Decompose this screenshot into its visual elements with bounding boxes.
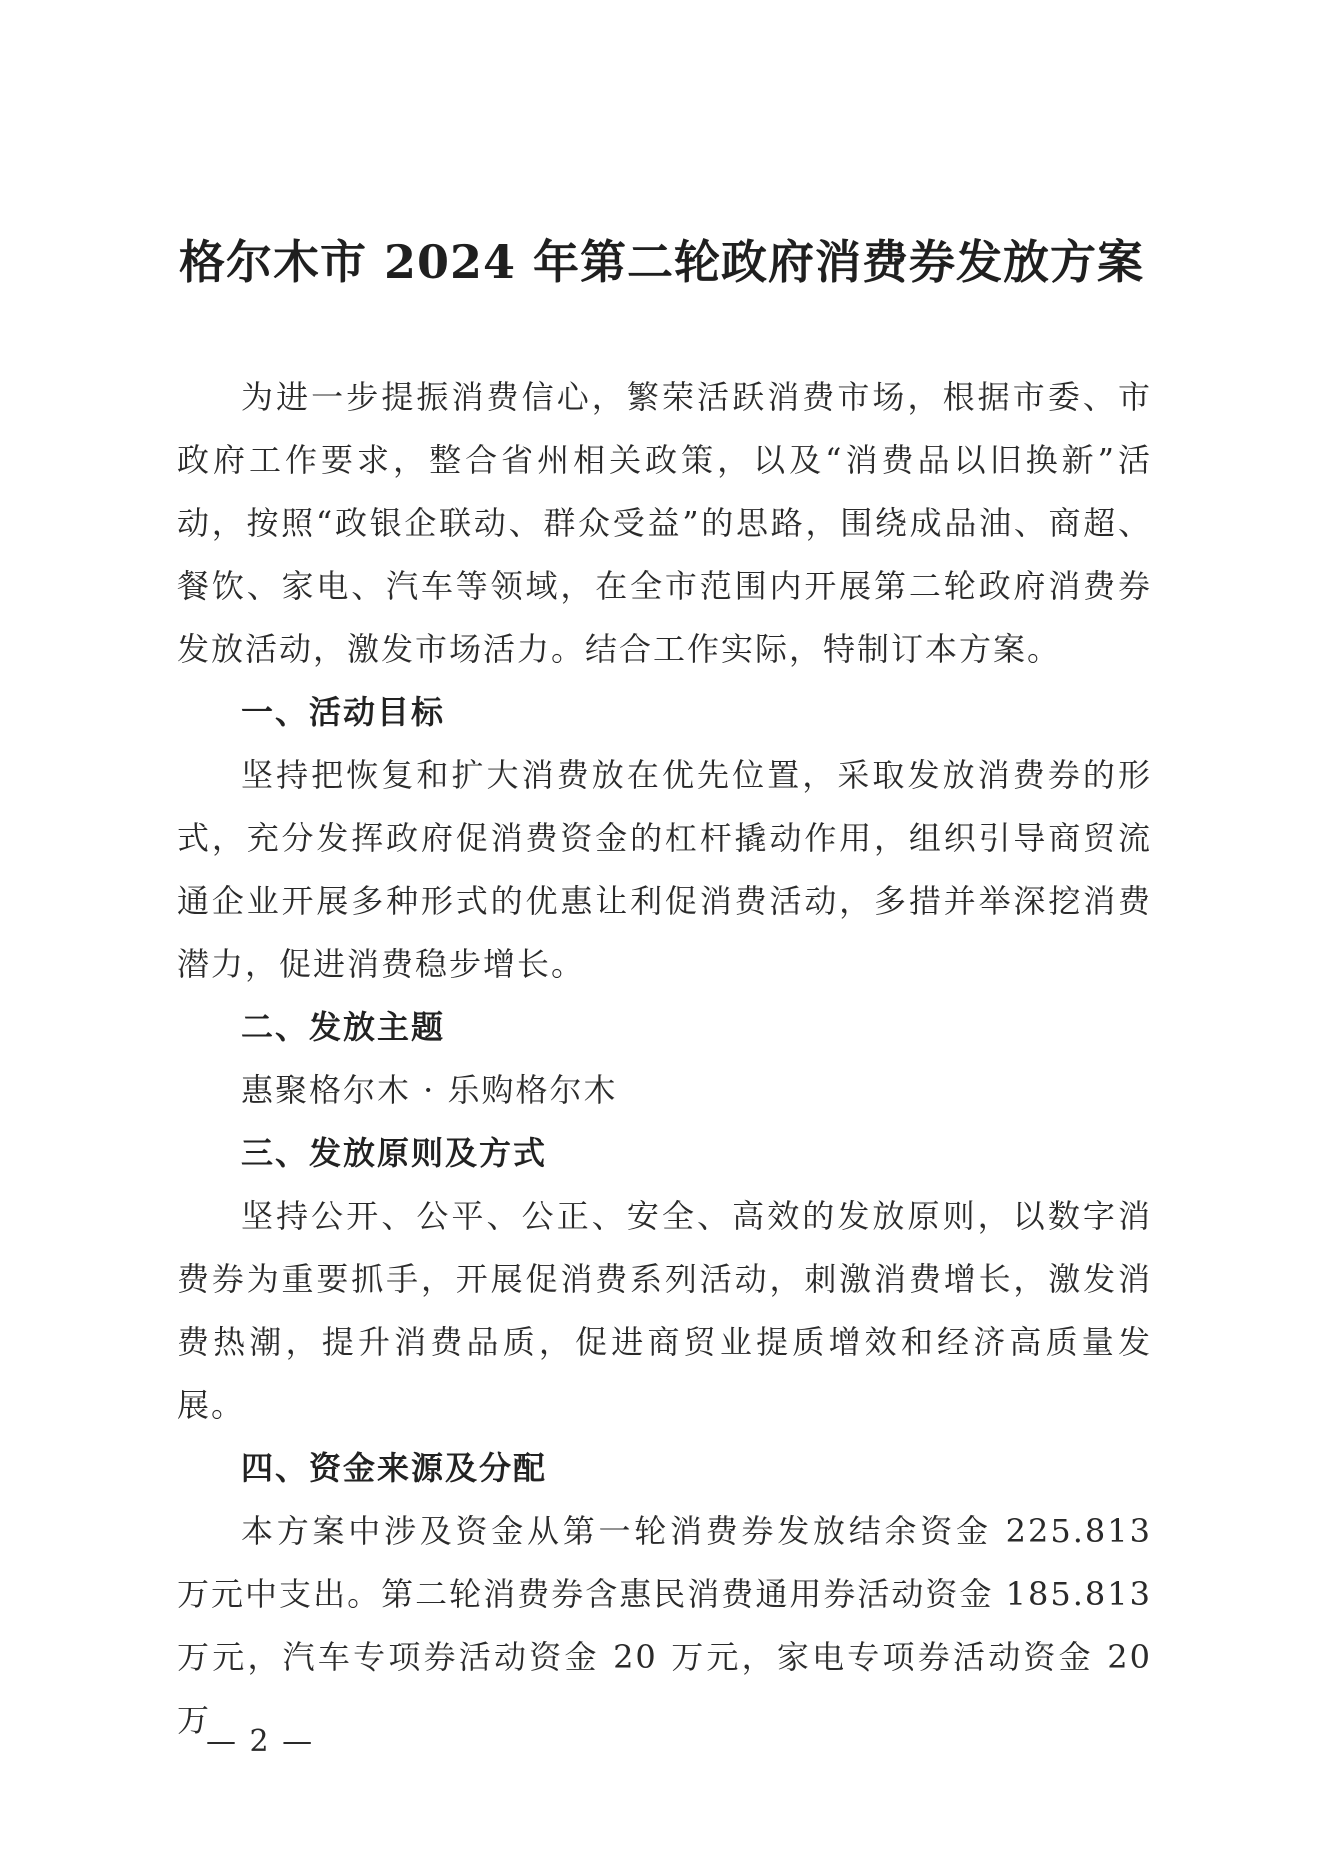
document-title: 格尔木市 2024 年第二轮政府消费券发放方案 — [178, 235, 1145, 289]
intro-paragraph: 为进一步提振消费信心，繁荣活跃消费市场，根据市委、市政府工作要求，整合省州相关政策，以及“消费品以旧换新”活动，按照“政银企联动、群众受益”的思路，围绕成品油、商超、餐饮、家电、汽车等领域，在全市范围内开展第二轮政府消费券发放活动，激发市场活力。结合工作实际，特制订本方案。 — [177, 378, 1152, 668]
section-text-funding: 本方案中涉及资金从第一轮消费券发放结余资金 225.813 万元中支出。第二轮消费券含惠民消费通用券活动资金 185.813 万元，汽车专项券活动资金 20 万元，家电专项券活动资金 20 万 — [177, 1512, 1152, 1739]
section-heading-theme: 二、发放主题 — [241, 1008, 446, 1046]
section-heading-funding: 四、资金来源及分配 — [241, 1449, 548, 1487]
page-number: — 2 — — [206, 1724, 315, 1759]
section-text-goal: 坚持把恢复和扩大消费放在优先位置，采取发放消费券的形式，充分发挥政府促消费资金的杠杆撬动作用，组织引导商贸流通企业开展多种形式的优惠让利促消费活动，多措并举深挖消费潜力，促进消费稳步增长。 — [177, 756, 1152, 983]
document-body — [177, 366, 1152, 1752]
section-text-theme: 惠聚格尔木 · 乐购格尔木 — [241, 1071, 618, 1109]
section-heading-principles: 三、发放原则及方式 — [241, 1134, 548, 1172]
section-heading-goal: 一、活动目标 — [241, 693, 446, 731]
section-text-principles: 坚持公开、公平、公正、安全、高效的发放原则，以数字消费券为重要抓手，开展促消费系列活动，刺激消费增长，激发消费热潮，提升消费品质，促进商贸业提质增效和经济高质量发展。 — [177, 1197, 1152, 1424]
